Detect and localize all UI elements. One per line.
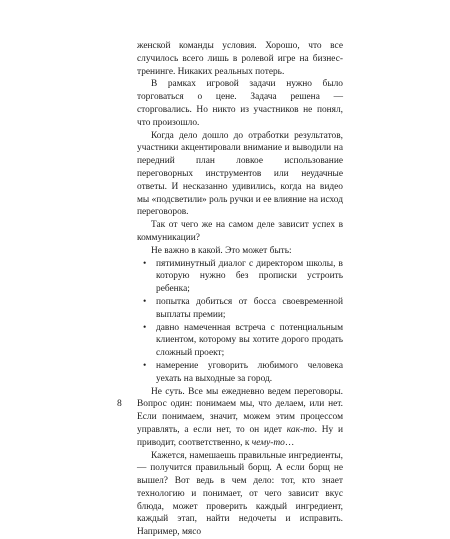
page-number: 8 [117,398,122,411]
bullet-icon: • [143,258,146,271]
list-item-text: намерение уговорить любимого человека уехать на выходные за город. [156,361,343,384]
list-item-text: пятиминутный диалог с директором школы, в которую нужно без прописки устроить ребенка; [156,259,343,295]
list-item [137,322,343,360]
bullet-list [137,258,343,386]
text-column [137,40,343,539]
paragraph-6-text-a: Не суть. Все мы ежедневно ведем переговоры. Вопрос один: понимаем мы, что делаем, или нет. Если понимаем, значит, можем этим процессом управлять, а если нет, то он идет [137,387,343,435]
list-item [137,296,343,322]
list-item-text: попытка добиться от босса своевременной выплаты премии; [156,297,343,320]
paragraph-6 [137,386,343,450]
list-item [137,360,343,386]
paragraph-continuation: женской команды условия. Хорошо, что все случилось всего лишь в ролевой игре на бизнес-тренинге. Никаких реальных потерь. [137,40,343,78]
bullet-icon: • [143,322,146,335]
paragraph-6-text-b: . Ну и приводит, соответственно, к [137,425,343,448]
paragraph-2: В рамках игровой задачи нужно было торговаться о цене. Задача решена — сторговались. Но никто из участников не понял, что произошло. [137,78,343,129]
paragraph-6-emphasis-b: чему-то [252,438,285,448]
paragraph-3: Когда дело дошло до отработки результатов, участники акцентировали внимание и выводили на передний план ловкое использование переговорных инструментов или неудачные ответы. И несказанно удивились, когда на видео мы «подсветили» роль ручки и ее влияние на исход переговоров. [137,130,343,220]
paragraph-4: Так от чего же на самом деле зависит успех в коммуникации? [137,219,343,245]
bullet-icon: • [143,360,146,373]
list-item-text: давно намеченная встреча с потенциальным клиентом, которому вы хотите дорого продать сложный проект; [156,323,343,359]
list-item [137,258,343,296]
paragraph-6-text-c: … [285,438,294,448]
paragraph-5: Не важно в какой. Это может быть: [137,245,343,258]
paragraph-6-emphasis-a: как-то [287,425,315,435]
paragraph-7: Кажется, намешаешь правильные ингредиенты, — получится правильный борщ. А если борщ не вышел? Вот ведь в чем дело: тот, кто знает технологию и понимает, от чего зависит вкус блюда, может проверить каждый ингредиент, каждый этап, найти недочеты и исправить. Например, мясо [137,450,343,539]
bullet-icon: • [143,296,146,309]
